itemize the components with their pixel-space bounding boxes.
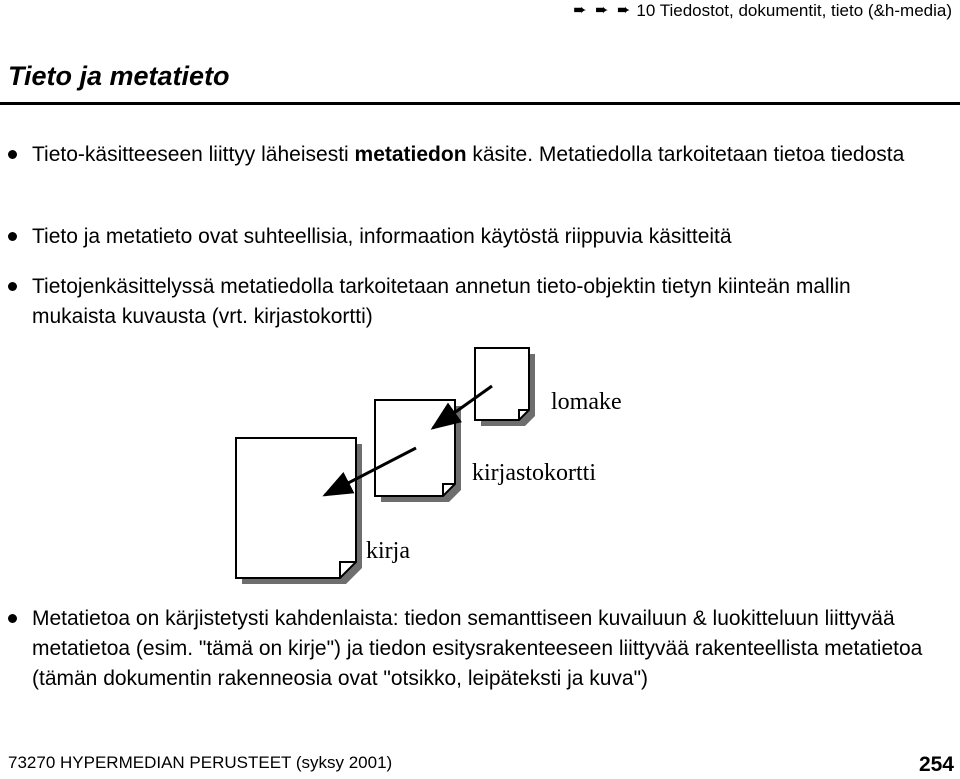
bullet-item-1 — [8, 140, 932, 170]
bullet-text-part: Tieto-käsitteeseen liittyy läheisesti — [32, 143, 355, 166]
form-document-icon — [475, 348, 535, 426]
bullet-text-part: käsite. Metatiedolla tarkoitetaan tietoa tiedosta — [466, 143, 905, 166]
label-lomake: lomake — [551, 389, 622, 415]
title-divider — [0, 102, 960, 105]
book-document-icon — [236, 438, 362, 584]
library-card-document-icon — [375, 400, 461, 502]
arrow-icons: ➨ ➨ ➨ — [573, 2, 633, 19]
chapter-title: 10 Tiedostot, dokumentit, tieto (&h-media) — [636, 1, 952, 20]
slide-title: Tieto ja metatieto — [8, 61, 230, 91]
bullet-dot-icon — [8, 282, 17, 291]
bullet-item-2 — [8, 222, 932, 252]
bullet-item-4 — [8, 604, 932, 694]
metadata-diagram — [0, 330, 960, 610]
bullet-text: Metatietoa on kärjistetysti kahdenlaista: tiedon semanttiseen kuvailuun & luokitteluun liittyvää metatietoa (esim. "tämä on kirje") ja tiedon esitysrakenteeseen liittyvää rakenteellista metatietoa (tämän dokumentin rakenneosia ovat "otsikko, leipäteksti ja kuva") — [32, 607, 923, 690]
bullet-text-bold: metatiedon — [354, 143, 467, 166]
header — [573, 0, 952, 22]
bullet-item-3 — [8, 272, 932, 332]
bullet-text: Tieto ja metatieto ovat suhteellisia, informaation käytöstä riippuvia käsitteitä — [32, 225, 732, 248]
label-kirja: kirja — [366, 538, 410, 564]
label-kirjastokortti: kirjastokortti — [472, 460, 596, 486]
course-footer: 73270 HYPERMEDIAN PERUSTEET (syksy 2001) — [8, 753, 393, 772]
bullet-dot-icon — [8, 614, 17, 623]
bullet-text: Tietojenkäsittelyssä metatiedolla tarkoitetaan annetun tieto-objektin tietyn kiinteän mallin mukaista kuvausta (vrt. kirjastokortti) — [32, 275, 851, 328]
bullet-text — [32, 143, 904, 166]
bullet-dot-icon — [8, 232, 17, 241]
bullet-dot-icon — [8, 150, 17, 159]
page-number: 254 — [918, 753, 954, 776]
